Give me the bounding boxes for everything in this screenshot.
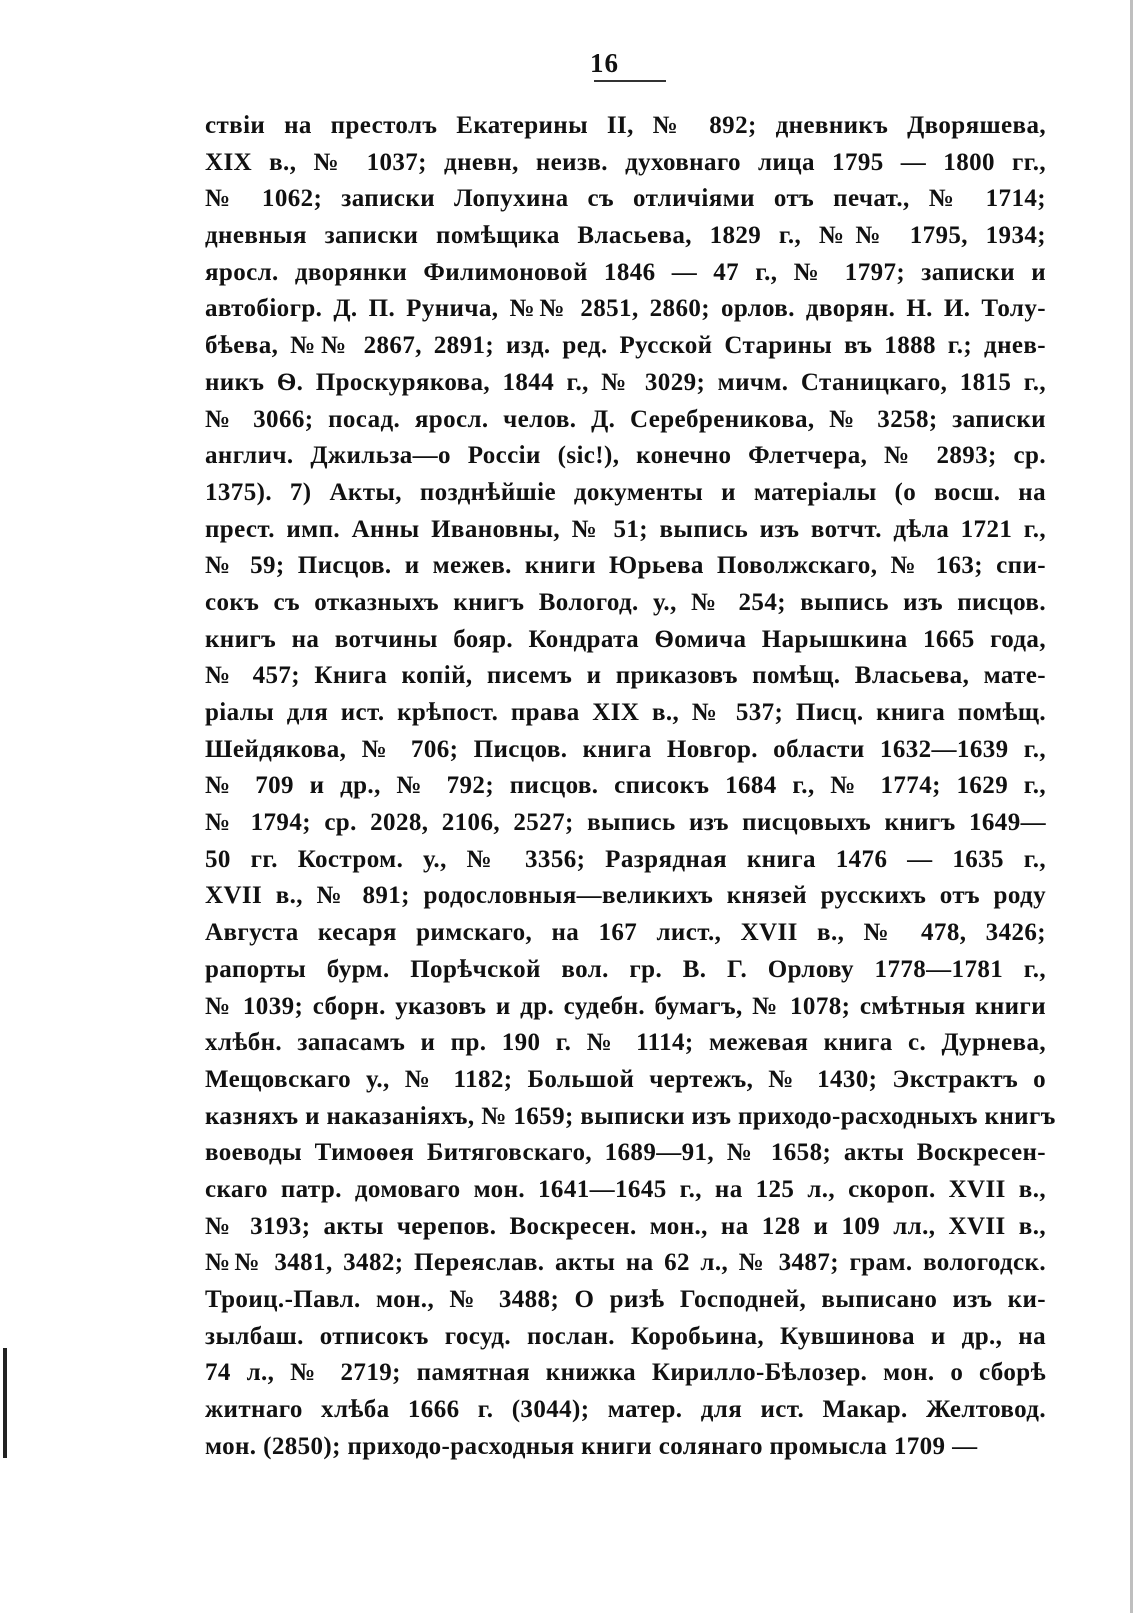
text-line: Августа кесаря римскаго, на 167 лист., XVII в., № 478, 3426; bbox=[205, 919, 1046, 947]
text-line: скаго патр. домоваго мон. 1641—1645 г., на 125 л., скороп. XVII в., bbox=[205, 1175, 1046, 1203]
page-number: 16 bbox=[590, 48, 619, 78]
text-line: сокъ съ отказныхъ книгъ Вологод. у., № 254; выпись изъ писцов. bbox=[205, 588, 1046, 616]
text-line: Шейдякова, № 706; Писцов. книга Новгор. области 1632—1639 г., bbox=[205, 735, 1046, 763]
text-line: прест. имп. Анны Ивановны, № 51; выпись изъ вотчт. дѣла 1721 г., bbox=[205, 515, 1046, 543]
scan-edge-mark bbox=[3, 1348, 7, 1458]
text-line: № 709 и др., № 792; писцов. списокъ 1684 г., № 1774; 1629 г., bbox=[205, 772, 1046, 800]
text-line: книгъ на вотчины бояр. Кондрата Ѳомича Нарышкина 1665 года, bbox=[205, 625, 1046, 653]
text-line: англич. Джильза—о Россіи (sic!), конечно Флетчера, № 2893; ср. bbox=[205, 442, 1046, 470]
text-line: яросл. дворянки Филимоновой 1846 — 47 г., № 1797; записки и bbox=[205, 258, 1046, 286]
text-line: №№ 3481, 3482; Переяслав. акты на 62 л., № 3487; грам. вологодск. bbox=[205, 1249, 1046, 1277]
text-line: ріалы для ист. крѣпост. права XIX в., № 537; Писц. книга помѣщ. bbox=[205, 699, 1046, 726]
text-line: никъ Ѳ. Проскурякова, 1844 г., № 3029; мичм. Станицкаго, 1815 г., bbox=[205, 368, 1046, 396]
text-line: житнаго хлѣба 1666 г. (3044); матер. для ист. Макар. Желтовод. bbox=[205, 1396, 1046, 1424]
text-line: дневныя записки помѣщика Власьева, 1829 г., №№ 1795, 1934; bbox=[205, 222, 1046, 250]
text-line: № 3066; посад. яросл. челов. Д. Серебреникова, № 3258; записки bbox=[205, 405, 1046, 433]
text-line: рапорты бурм. Порѣчской вол. гр. В. Г. Орлову 1778—1781 г., bbox=[205, 955, 1046, 983]
text-line: № 457; Книга копій, писемъ и приказовъ помѣщ. Власьева, мате- bbox=[205, 662, 1046, 690]
text-line: 1375). 7) Акты, позднѣйшіе документы и матеріалы (о восш. на bbox=[205, 478, 1046, 506]
text-line: № 1794; ср. 2028, 2106, 2527; выпись изъ писцовыхъ книгъ 1649— bbox=[205, 809, 1046, 837]
text-line: бѣева, №№ 2867, 2891; изд. ред. Русской Старины въ 1888 г.; днев- bbox=[205, 332, 1046, 360]
text-line: воеводы Тимоѳея Битяговскаго, 1689—91, № 1658; акты Воскресен- bbox=[205, 1139, 1046, 1167]
text-line: № 1062; записки Лопухина съ отличіями отъ печат., № 1714; bbox=[205, 185, 1046, 213]
page-number-rule bbox=[594, 80, 666, 82]
text-line: Троиц.-Павл. мон., № 3488; О ризѣ Господней, выписано изъ ки- bbox=[205, 1286, 1046, 1313]
body-text bbox=[205, 108, 1056, 1465]
text-line: хлѣбн. запасамъ и пр. 190 г. № 1114; межевая книга с. Дурнева, bbox=[205, 1029, 1046, 1057]
text-line: № 1039; сборн. указовъ и др. судебн. бумагъ, № 1078; смѣтныя книги bbox=[205, 992, 1046, 1020]
scan-edge-line bbox=[1130, 0, 1133, 1613]
text-line: мон. (2850); приходо-расходныя книги солянаго промысла 1709 — bbox=[205, 1432, 978, 1460]
text-line: XIX в., № 1037; дневн, неизв. духовнаго лица 1795 — 1800 гг., bbox=[205, 148, 1046, 176]
text-line: Мещовскаго у., № 1182; Большой чертежъ, № 1430; Экстрактъ о bbox=[205, 1065, 1046, 1093]
text-line: ствіи на престолъ Екатерины II, № 892; дневникъ Дворяшева, bbox=[205, 112, 1046, 139]
text-line: № 59; Писцов. и межев. книги Юрьева Поволжскаго, № 163; спи- bbox=[205, 552, 1046, 580]
text-line: XVII в., № 891; родословныя—великихъ князей русскихъ отъ роду bbox=[205, 882, 1046, 910]
text-line: 74 л., № 2719; памятная книжка Кирилло-Бѣлозер. мон. о сборѣ bbox=[205, 1359, 1046, 1387]
text-line: зылбаш. отписокъ госуд. послан. Коробьина, Кувшинова и др., на bbox=[205, 1322, 1046, 1350]
text-line: 50 гг. Костром. у., № 3356; Разрядная книга 1476 — 1635 г., bbox=[205, 845, 1046, 873]
text-line: автобіогр. Д. П. Рунича, №№ 2851, 2860; орлов. дворян. Н. И. Толу- bbox=[205, 295, 1046, 323]
text-line: казняхъ и наказаніяхъ, № 1659; выписки изъ приходо-расходныхъ книгъ bbox=[205, 1102, 1056, 1130]
text-line: № 3193; акты черепов. Воскресен. мон., на 128 и 109 лл., XVII в., bbox=[205, 1212, 1046, 1240]
